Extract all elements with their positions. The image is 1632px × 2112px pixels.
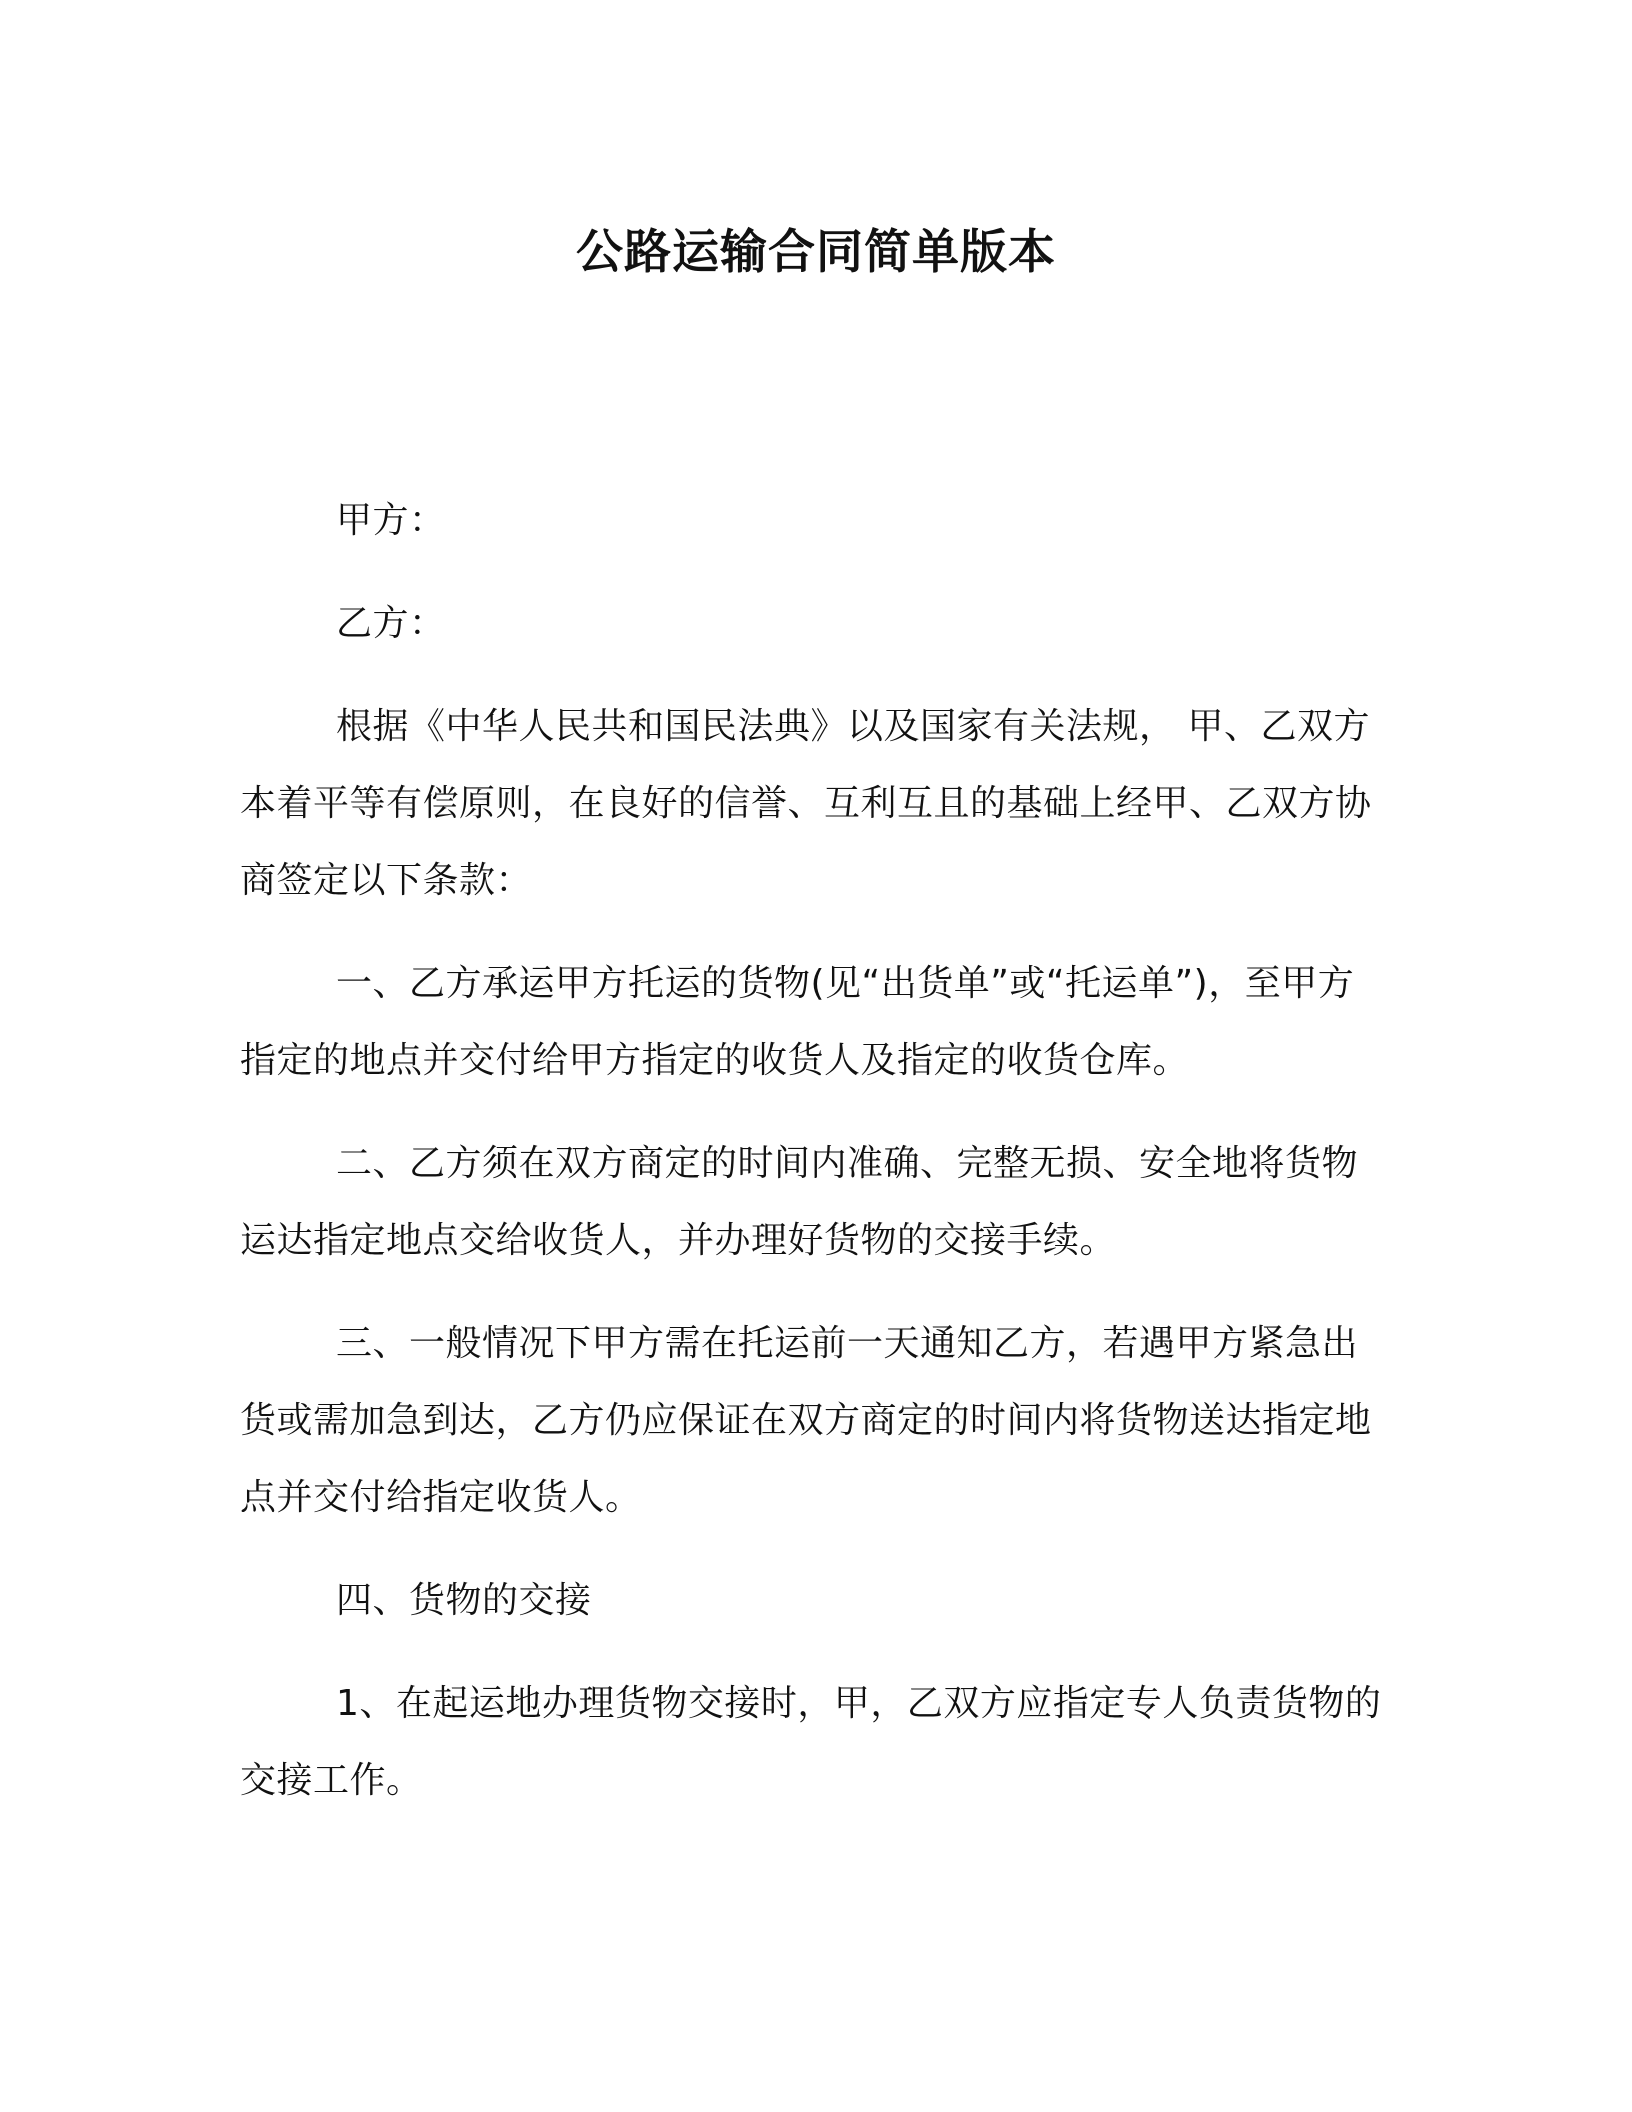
clause-4-1-paragraph: 1、在起运地办理货物交接时，甲，乙双方应指定专人负责货物的交接工作。 xyxy=(240,1683,1382,1801)
document-title: 公路运输合同简单版本 xyxy=(576,225,1056,280)
party-a-line: 甲方： xyxy=(336,500,446,541)
clause-2-paragraph: 二、乙方须在双方商定的时间内准确、完整无损、安全地将货物运达指定地点交给收货人，并办理好货物的交接手续。 xyxy=(240,1143,1359,1261)
party-b-line: 乙方： xyxy=(336,603,446,644)
clause-4-heading: 四、货物的交接 xyxy=(336,1580,592,1621)
clause-1-paragraph: 一、乙方承运甲方托运的货物(见“出货单”或“托运单”)，至甲方指定的地点并交付给甲方指定的收货人及指定的收货仓库。 xyxy=(240,963,1355,1081)
preamble-paragraph: 根据《中华人民共和国民法典》以及国家有关法规， 甲、乙双方本着平等有偿原则，在良好的信誉、互利互且的基础上经甲、乙双方协商签定以下条款： xyxy=(240,706,1372,901)
clause-3-paragraph: 三、一般情况下甲方需在托运前一天通知乙方，若遇甲方紧急出货或需加急到达，乙方仍应保证在双方商定的时间内将货物送达指定地点并交付给指定收货人。 xyxy=(240,1323,1372,1518)
